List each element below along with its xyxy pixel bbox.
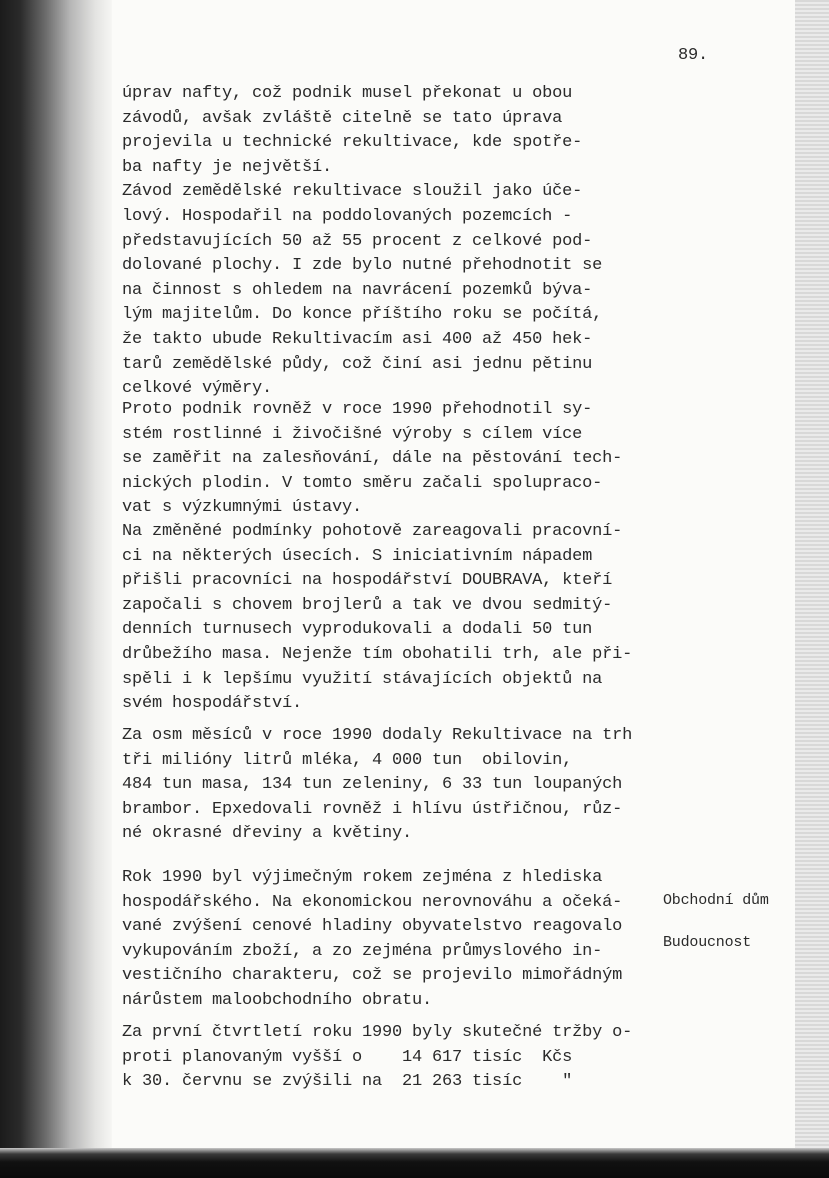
text-line: hospodářského. Na ekonomickou nerovnováhu a očeká-	[122, 892, 623, 912]
text-line: svém hospodářství.	[122, 694, 303, 714]
text-line: Za osm měsíců v roce 1990 dodaly Rekultivace na trh	[122, 726, 633, 745]
text-line: vané zvýšení cenové hladiny obyvatelstvo reagovalo	[122, 917, 623, 937]
text-line: denních turnusech vyprodukovali a dodali 50 tun	[122, 620, 593, 640]
paragraph	[122, 724, 632, 847]
paragraph	[122, 82, 602, 402]
scan-bottom-border	[0, 1148, 829, 1178]
text-line: představujících 50 až 55 procent z celkové pod-	[122, 231, 593, 251]
text-line: lým majitelům. Do konce příštího roku se počítá,	[122, 305, 603, 325]
paragraph	[122, 398, 622, 521]
text-line: vat s výzkumnými ústavy.	[122, 498, 363, 518]
page-number: 89.	[678, 46, 709, 65]
text-line: na činnost s ohledem na navrácení pozemků býva-	[122, 280, 593, 300]
text-line: ba nafty je největší.	[122, 157, 333, 177]
book-binding-shadow	[0, 0, 112, 1178]
text-line: nárůstem maloobchodního obratu.	[122, 990, 433, 1010]
text-line: Za první čtvrtletí roku 1990 byly skutečné tržby o-	[122, 1023, 633, 1042]
text-line: proti planovaným vyšší o 14 617 tisíc Kčs	[122, 1047, 573, 1067]
text-line: spěli i k lepšímu využití stávajících objektů na	[122, 669, 603, 689]
text-line: drůbežího masa. Nejenže tím obohatili trh, ale při-	[122, 644, 633, 664]
text-line: Závod zemědělské rekultivace sloužil jako úče-	[122, 182, 583, 202]
text-line: že takto ubude Rekultivacím asi 400 až 450 hek-	[122, 329, 593, 349]
text-line: vestičního charakteru, což se projevilo mimořádným	[122, 966, 623, 986]
text-line: závodů, avšak zvláště citelně se tato úprava	[122, 108, 563, 128]
text-line: Proto podnik rovněž v roce 1990 přehodnotil sy-	[122, 400, 593, 419]
text-line: vykupováním zboží, a zo zejména průmyslového in-	[122, 941, 603, 961]
text-line: tarů zemědělské půdy, což činí asi jednu pětinu	[122, 354, 593, 374]
margin-note-line: Obchodní dům	[663, 892, 769, 909]
text-line: né okrasné dřeviny a květiny.	[122, 824, 413, 844]
text-line: k 30. červnu se zvýšili na 21 263 tisíc "	[122, 1072, 573, 1092]
text-line: tři milióny litrů mléka, 4 000 tun obilovin,	[122, 750, 573, 770]
text-line: Rok 1990 byl výjimečným rokem zejména z hlediska	[122, 868, 603, 887]
text-line: se zaměřit na zalesňování, dále na pěstování tech-	[122, 449, 623, 469]
paragraph	[122, 866, 622, 1014]
margin-note	[663, 866, 769, 964]
text-line: brambor. Epxedovali rovněž i hlívu ústřičnou, růz-	[122, 799, 623, 819]
text-line: započali s chovem brojlerů a tak ve dvou sedmitý-	[122, 595, 613, 615]
margin-note-line: Budoucnost	[663, 934, 752, 951]
text-line: projevila u technické rekultivace, kde spotře-	[122, 133, 583, 153]
text-line: stém rostlinné i živočišné výroby s cílem více	[122, 424, 583, 444]
page-edge	[795, 0, 829, 1150]
text-line: celkové výměry.	[122, 379, 273, 399]
text-line: nických plodin. V tomto směru začali spolupraco-	[122, 473, 603, 493]
text-line: 484 tun masa, 134 tun zeleniny, 6 33 tun loupaných	[122, 775, 623, 795]
text-line: lový. Hospodařil na poddolovaných pozemcích -	[122, 206, 573, 226]
text-line: úprav nafty, což podnik musel překonat u obou	[122, 84, 573, 103]
text-line: dolované plochy. I zde bylo nutné přehodnotit se	[122, 256, 603, 276]
text-line: ci na některých úsecích. S iniciativním nápadem	[122, 546, 593, 566]
text-line: přišli pracovníci na hospodářství DOUBRAVA, kteří	[122, 571, 613, 591]
text-line: Na změněné podmínky pohotově zareagovali pracovní-	[122, 522, 623, 541]
paragraph	[122, 520, 632, 717]
paragraph	[122, 1021, 632, 1095]
